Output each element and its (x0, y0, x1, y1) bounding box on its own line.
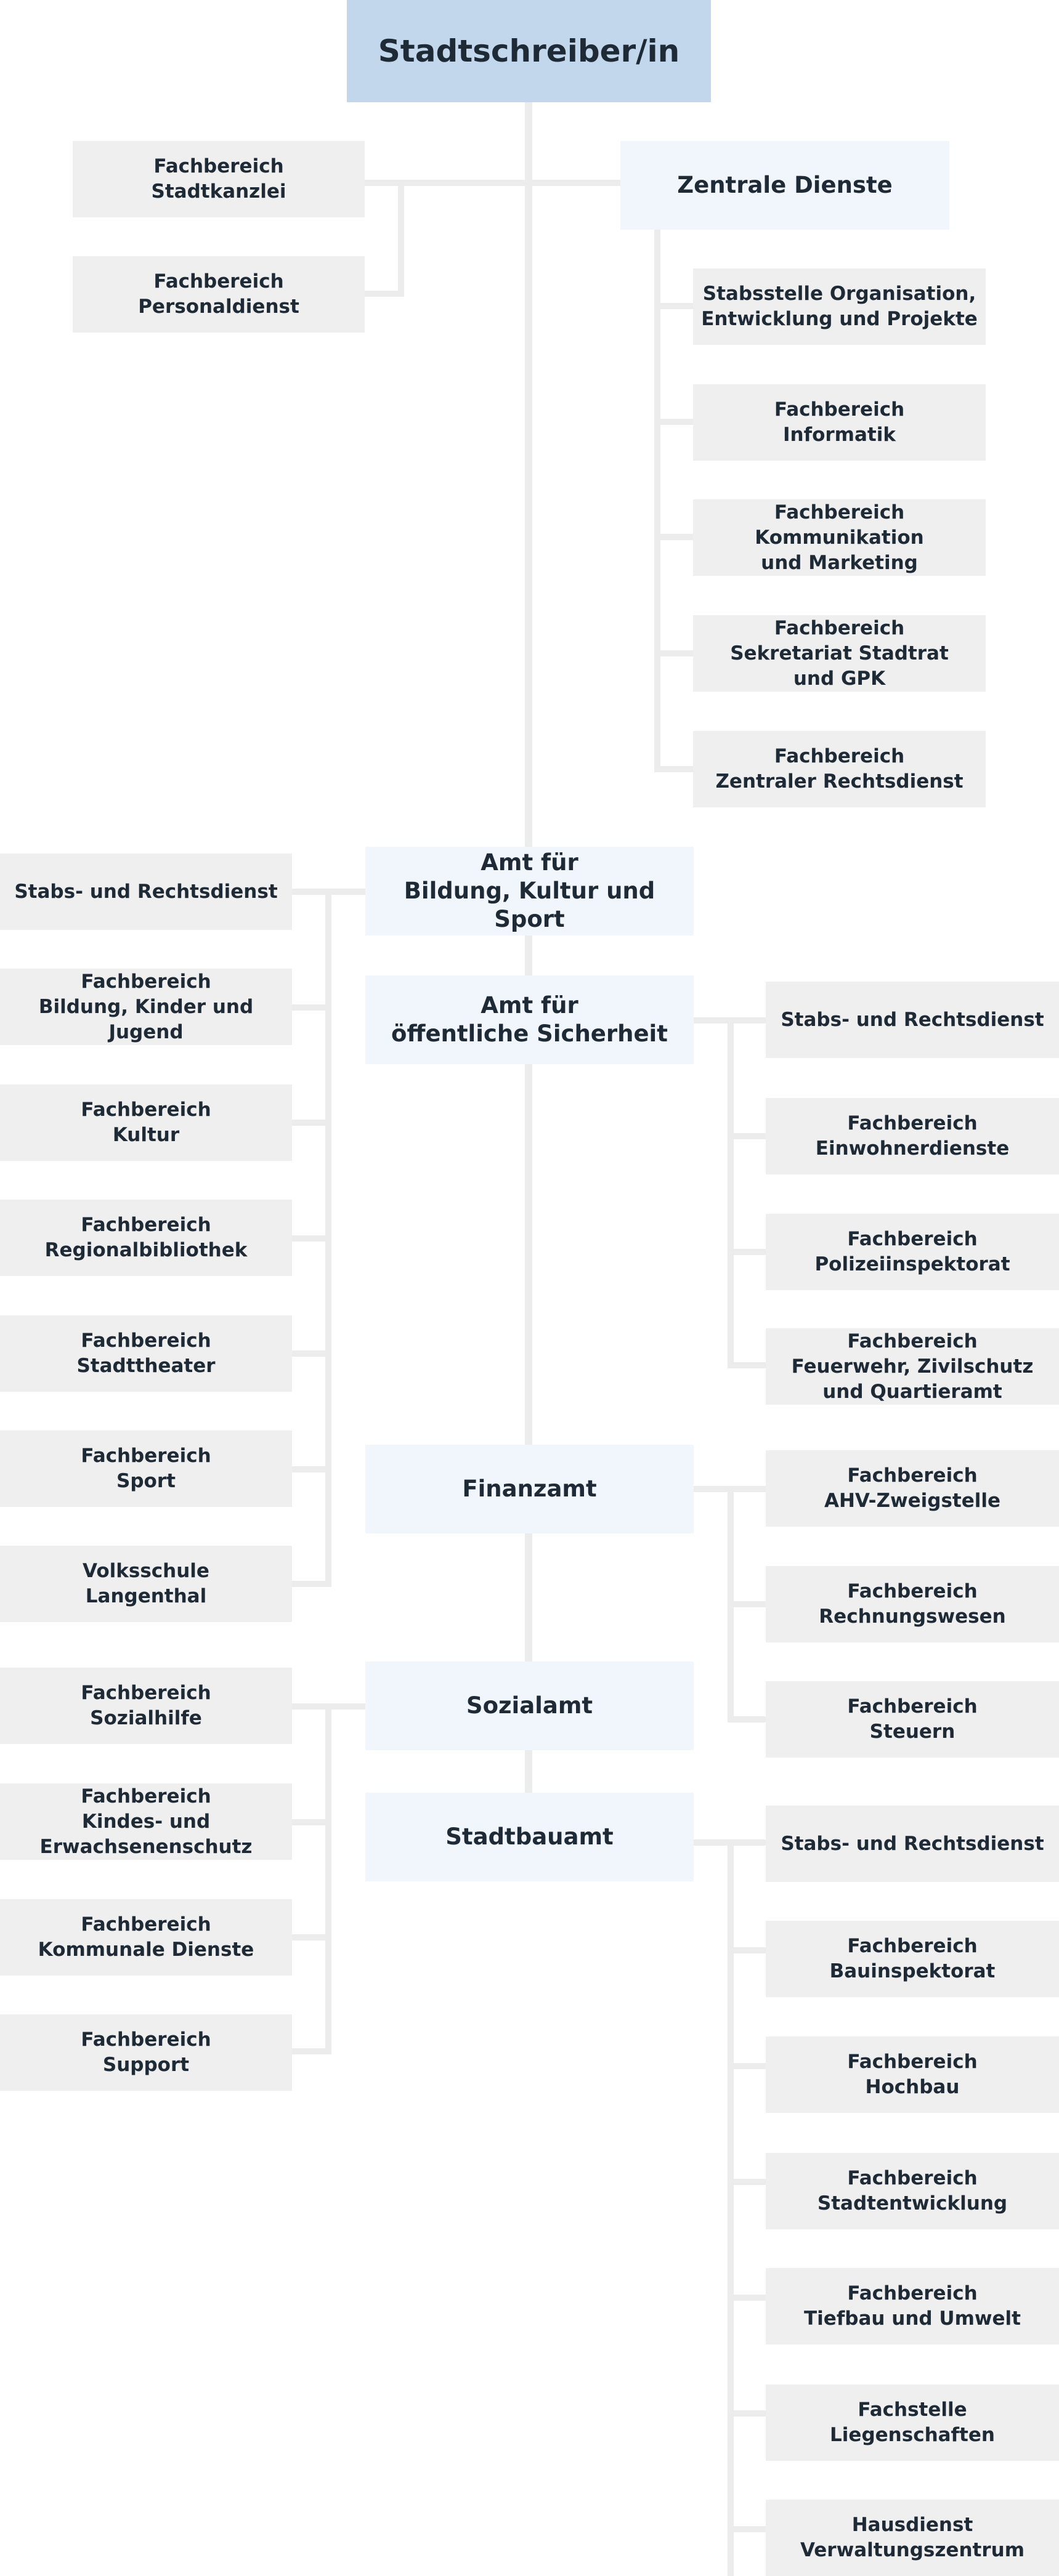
unit-label: Fachbereich Kultur (81, 1099, 211, 1146)
stadtschreiber-label: Stadtschreiber/in (378, 33, 680, 69)
office-label: Amt für öffentliche Sicherheit (391, 992, 668, 1047)
office-box-sozialamt (365, 1661, 694, 1750)
unit-box-informatik (693, 384, 986, 461)
connector-line (728, 2526, 766, 2532)
connector-line (291, 1351, 331, 1357)
connector-line (728, 1133, 766, 1139)
unit-label: Fachbereich Support (81, 2029, 211, 2076)
connector-line (363, 180, 532, 186)
unit-label: Fachbereich Tiefbau und Umwelt (804, 2282, 1021, 2330)
unit-label: Fachbereich Kommunale Dienste (38, 1913, 254, 1961)
unit-label: Fachbereich Kommunikation und Marketing (755, 501, 924, 574)
connector-line (291, 1004, 331, 1011)
connector-line (291, 1466, 331, 1472)
unit-label: Fachbereich Einwohnerdienste (815, 1112, 1010, 1160)
connector-line (654, 419, 694, 425)
connector-line (291, 1819, 331, 1825)
unit-box-ahv-zweigstelle (766, 1450, 1059, 1527)
office-box-zentrale-dienste (620, 141, 949, 230)
connector-line (291, 1934, 331, 1940)
unit-box-tiefbau-umwelt (766, 2268, 1059, 2344)
unit-box-support (0, 2014, 292, 2091)
unit-box-stadtkanzlei (73, 141, 365, 217)
connector-line (728, 1947, 766, 1953)
connector-line (728, 1362, 766, 1368)
office-label: Zentrale Dienste (677, 172, 893, 198)
unit-box-stadtentwicklung (766, 2153, 1059, 2229)
connector-line (525, 180, 621, 186)
unit-label: Fachbereich Sport (81, 1445, 211, 1492)
unit-box-kommunale-dienste (0, 1899, 292, 1976)
unit-label: Fachbereich Bauinspektorat (829, 1935, 996, 1982)
main-trunk-line (525, 102, 532, 1815)
unit-label: Fachbereich Personaldienst (138, 270, 299, 318)
unit-box-zentraler-rechtsdienst (693, 731, 986, 807)
connector-line (728, 2295, 766, 2301)
unit-label: Fachbereich Stadtentwicklung (817, 2167, 1008, 2215)
connector-line (728, 2063, 766, 2069)
unit-label: Fachbereich Sekretariat Stadtrat und GPK (730, 616, 949, 690)
connector-line (654, 650, 694, 656)
connector-line (654, 766, 694, 772)
unit-label: Stabs- und Rechtsdienst (781, 1832, 1044, 1855)
unit-label: Fachbereich Sozialhilfe (81, 1682, 211, 1729)
unit-label: Fachbereich Stadtkanzlei (151, 155, 286, 203)
connector-line (363, 291, 404, 297)
unit-label: Fachbereich Regionalbibliothek (44, 1214, 248, 1261)
connector-line (325, 1703, 331, 2054)
unit-box-bildung-kinder-jugend (0, 969, 292, 1045)
connector-line (291, 2048, 331, 2054)
connector-line (728, 1017, 734, 1368)
stadtschreiber-box (347, 0, 711, 102)
unit-box-kindes-erwachsenenschutz (0, 1783, 292, 1860)
unit-box-personaldienst (73, 256, 365, 333)
unit-label: Fachbereich Polizeiinspektorat (814, 1228, 1010, 1275)
unit-box-steuern (766, 1681, 1059, 1758)
unit-box-kultur (0, 1084, 292, 1161)
unit-box-sekretariat-stadtrat (693, 615, 986, 692)
unit-box-hochbau (766, 2037, 1059, 2113)
connector-line (398, 180, 404, 297)
unit-box-hausdienst (766, 2500, 1059, 2576)
unit-box-sicherheit-stabsdienst (766, 982, 1059, 1058)
unit-box-stadttheater (0, 1315, 292, 1392)
unit-label: Fachbereich Steuern (847, 1695, 978, 1743)
unit-label: Fachbereich Informatik (774, 398, 905, 446)
unit-label: Volksschule Langenthal (83, 1560, 209, 1607)
unit-label: Stabs- und Rechtsdienst (14, 880, 278, 903)
unit-label: Fachbereich Hochbau (847, 2051, 978, 2098)
office-label: Stadtbauamt (445, 1823, 614, 1850)
unit-box-sport (0, 1431, 292, 1507)
connector-line (654, 534, 694, 540)
unit-label: Hausdienst Verwaltungszentrum (800, 2514, 1025, 2561)
connector-line (654, 229, 660, 772)
connector-line (291, 1235, 331, 1242)
unit-label: Fachbereich AHV-Zweigstelle (824, 1464, 1001, 1512)
unit-label: Fachstelle Liegenschaften (830, 2399, 995, 2446)
unit-box-stadtbauamt-stabsdienst (766, 1806, 1059, 1882)
office-label: Sozialamt (466, 1692, 593, 1719)
unit-box-feuerwehr (766, 1328, 1059, 1405)
unit-label: Fachbereich Stadttheater (76, 1330, 216, 1377)
unit-box-bauinspektorat (766, 1921, 1059, 1997)
unit-label: Fachbereich Feuerwehr, Zivilschutz und Quartieramt (791, 1330, 1034, 1403)
unit-box-bildung-stabsdienst (0, 854, 292, 930)
unit-box-rechnungswesen (766, 1566, 1059, 1642)
connector-line (291, 1120, 331, 1126)
office-label: Finanzamt (462, 1476, 597, 1502)
connector-line (654, 303, 694, 309)
unit-box-einwohnerdienste (766, 1098, 1059, 1174)
unit-label: Fachbereich Rechnungswesen (819, 1580, 1006, 1628)
unit-label: Fachbereich Kindes- und Erwachsenenschutz (39, 1785, 253, 1858)
connector-line (728, 1601, 766, 1607)
office-box-stadtbauamt (365, 1793, 694, 1881)
office-label: Amt für Bildung, Kultur und Sport (404, 849, 655, 932)
unit-label: Stabsstelle Organisation, Entwicklung und Projekte (701, 283, 978, 330)
unit-box-sozialhilfe (0, 1668, 292, 1744)
unit-label: Stabs- und Rechtsdienst (781, 1008, 1044, 1031)
connector-line (728, 2179, 766, 2185)
unit-box-kommunikation (693, 499, 986, 576)
unit-label: Fachbereich Zentraler Rechtsdienst (715, 745, 964, 793)
unit-box-regionalbibliothek (0, 1200, 292, 1276)
office-box-finanzamt (365, 1445, 694, 1533)
unit-box-volksschule (0, 1546, 292, 1622)
connector-line (728, 2410, 766, 2417)
connector-line (728, 1249, 766, 1255)
connector-line (291, 1581, 331, 1587)
unit-label: Fachbereich Bildung, Kinder und Jugend (38, 970, 254, 1043)
unit-box-polizeiinspektorat (766, 1214, 1059, 1290)
unit-box-liegenschaften (766, 2384, 1059, 2461)
office-box-bildung (365, 847, 694, 935)
connector-line (728, 1716, 766, 1722)
unit-box-stabsstelle-organisation (693, 269, 986, 345)
office-box-sicherheit (365, 975, 694, 1064)
